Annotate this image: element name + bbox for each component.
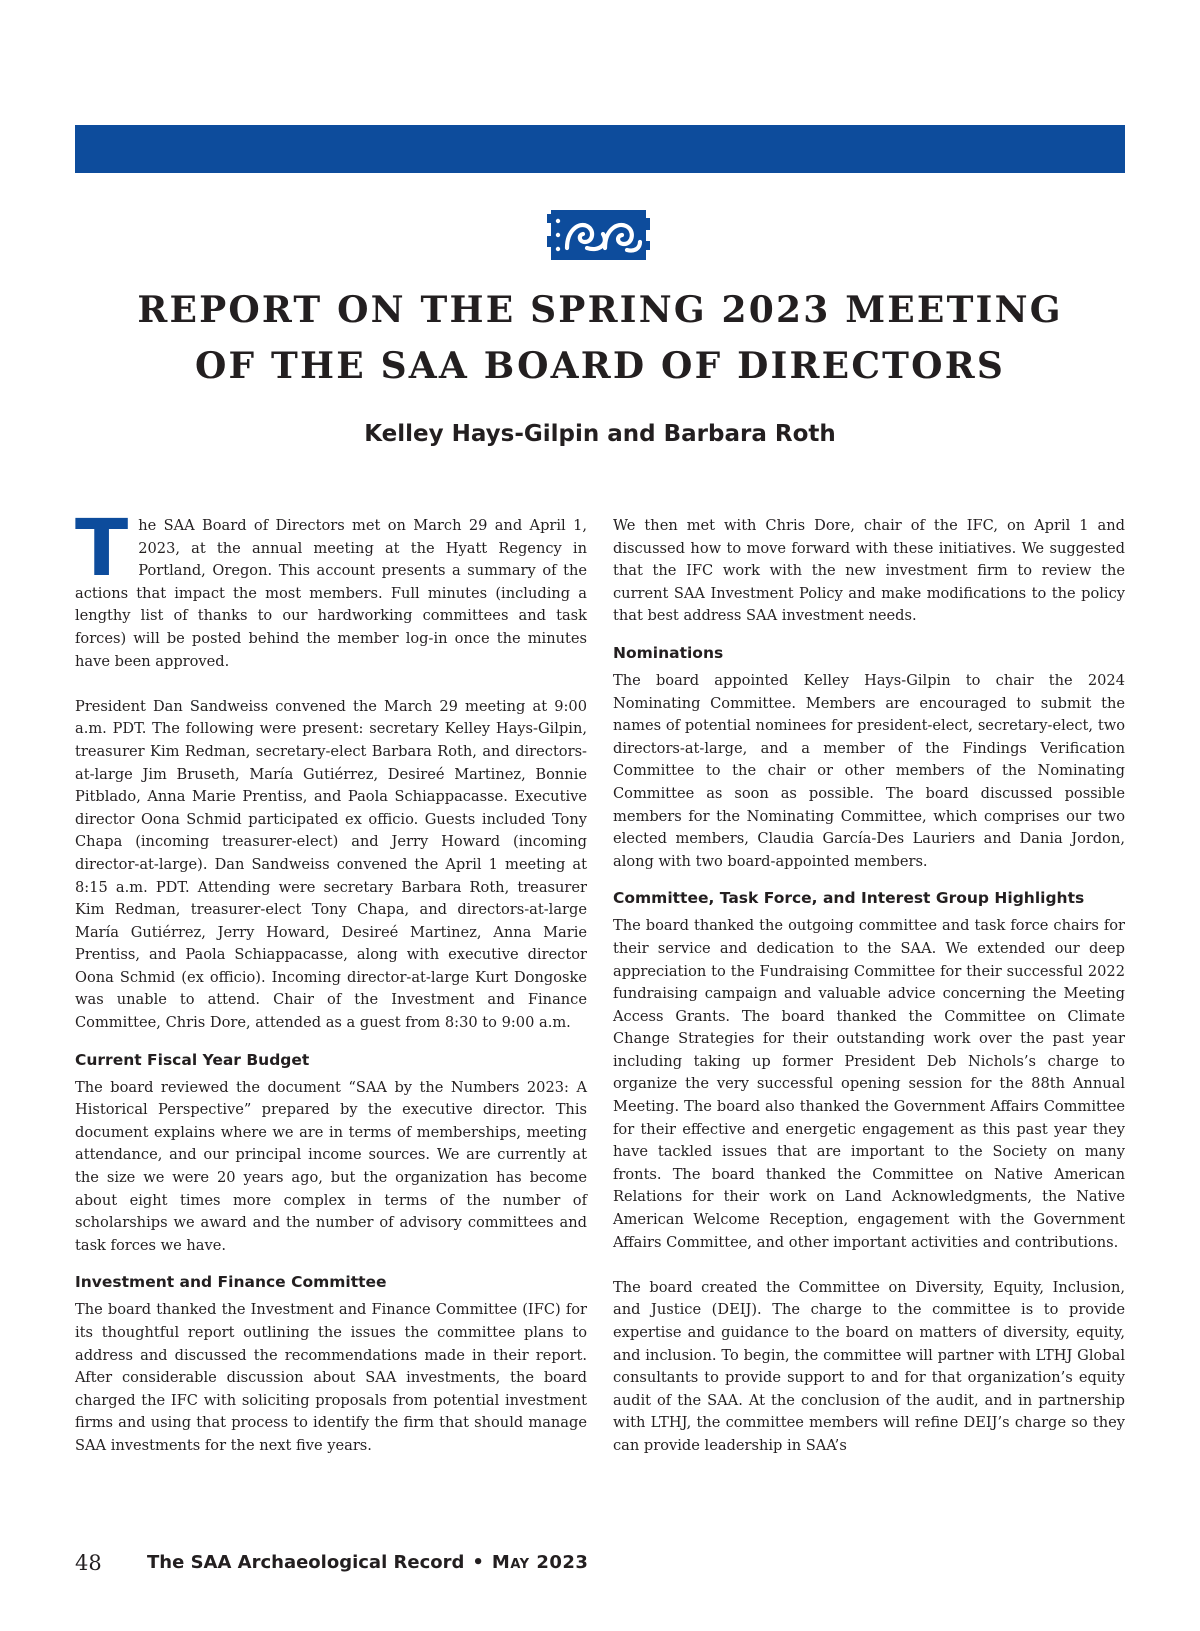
committee-paragraph: The board thanked the outgoing committee and task force chairs for their service and dedication to the SAA. We extended our deep appreciation to the Fundraising Committee for their successful 2022 fundraising campaign and valuable advice concerning the Meeting Access Grants. The board thanked the Committee on Climate Change Strategies for their outstanding work over the past year including taking up former President Deb Nichols’s charge to organize the very successful opening session for the 88th Annual Meeting. The board also thanked the Government Affairs Committee for their effective and energetic engagement as this past year they have tackled issues that are important to the Society on many fronts. The board thanked the Committee on Native American Relations for their work on Land Acknowledgments, the Native American Welcome Reception, engagement with the Government Affairs Committee, and other important activities and contributions. (613, 917, 1125, 1251)
bullet-separator: • (472, 1552, 484, 1573)
publication-name: The SAA Archaeological Record (147, 1552, 465, 1573)
author-byline: Kelley Hays-Gilpin and Barbara Roth (364, 421, 836, 447)
spiral-scroll-icon (547, 208, 650, 262)
page-number: 48 (75, 1551, 102, 1575)
title-line-2: OF THE SAA BOARD OF DIRECTORS (194, 345, 1006, 387)
publication-info (147, 1548, 588, 1578)
deij-paragraph: The board created the Committee on Diversity, Equity, Inclusion, and Justice (DEIJ). The charge to the committee is to provide expertise and guidance to the board on matters of diversity, equity, and inclusion. To begin, the committee will partner with LTHJ Global consultants to provide support to and for that organization’s equity audit of the SAA. At the conclusion of the audit, and in partnership with LTHJ, the committee members will refine DEIJ’s charge so they can provide leadership in SAA’s (613, 1278, 1125, 1454)
heading-investment-finance: Investment and Finance Committee (75, 1273, 387, 1292)
intro-paragraph (75, 504, 587, 673)
investment-continued-paragraph: We then met with Chris Dore, chair of the IFC, on April 1 and discussed how to move forward with these initiatives. We suggested that the IFC work with the new investment firm to review the current SAA Investment Policy and make modifications to the policy that best address SAA investment needs. (613, 517, 1125, 625)
page-footer (75, 1548, 1125, 1578)
investment-paragraph: The board thanked the Investment and Finance Committee (IFC) for its thoughtful report outlining the issues the committee plans to address and discussed the recommendations made in their report. After considerable discussion about SAA investments, the board charged the IFC with soliciting proposals from potential investment firms and using that process to identify the firm that should manage SAA investments for the next five years. (75, 1301, 587, 1454)
nominations-paragraph: The board appointed Kelley Hays-Gilpin to chair the 2024 Nominating Committee. Members are encouraged to submit the names of potential nominees for president-elect, secretary-elect, two directors-at-large, and a member of the Findings Verification Committee to the chair or other members of the Nominating Committee as soon as possible. The board discussed possible members for the Nominating Committee, which comprises our two elected members, Claudia García-Des Lauriers and Dania Jordon, along with two board-appointed members. (613, 671, 1125, 870)
budget-paragraph: The board reviewed the document “SAA by the Numbers 2023: A Historical Perspective” prepared by the executive director. This document explains where we are in terms of memberships, meeting attendance, and our principal income sources. We are currently at the size we were 20 years ago, but the organization has become about eight times more complex in terms of the number of scholarships we award and the number of advisory committees and task forces we have. (75, 1078, 587, 1254)
issue-date: May 2023 (491, 1552, 589, 1573)
heading-nominations: Nominations (613, 643, 724, 662)
left-column (75, 504, 587, 1458)
intro-text: he SAA Board of Directors met on March 29 and April 1, 2023, at the annual meeting at the Hyatt Regency in Portland, Oregon. This account presents a summary of the actions that impact the most members. Full minutes (including a lengthy list of thanks to our hardworking committees and task forces) will be posted behind the member log-in once the minutes have been approved. (75, 517, 587, 670)
heading-committee-highlights: Committee, Task Force, and Interest Group Highlights (613, 889, 1085, 908)
drop-cap: T (75, 504, 129, 594)
header-color-bar (75, 125, 1125, 173)
right-column (613, 515, 1125, 1458)
heading-fiscal-budget: Current Fiscal Year Budget (75, 1050, 310, 1069)
title-line-1: REPORT ON THE SPRING 2023 MEETING (137, 289, 1063, 331)
attendance-paragraph: President Dan Sandweiss convened the March 29 meeting at 9:00 a.m. PDT. The following were present: secretary Kelley Hays-Gilpin, treasurer Kim Redman, secretary-elect Barbara Roth, and directors-at-large Jim Bruseth, María Gutiérrez, Desireé Martinez, Bonnie Pitblado, Anna Marie Prentiss, and Paola Schiappacasse. Executive director Oona Schmid participated ex officio. Guests included Tony Chapa (incoming treasurer-elect) and Jerry Howard (incoming director-at-large). Dan Sandweiss convened the April 1 meeting at 8:15 a.m. PDT. Attending were secretary Barbara Roth, treasurer Kim Redman, treasurer-elect Tony Chapa, and directors-at-large María Gutiérrez, Jerry Howard, Desireé Martinez, Anna Marie Prentiss, and Paola Schiappacasse, along with executive director Oona Schmid (ex officio). Incoming director-at-large Kurt Dongoske was unable to attend. Chair of the Investment and Finance Committee, Chris Dore, attended as a guest from 8:30 to 9:00 a.m. (75, 697, 587, 1032)
page-title (75, 282, 1125, 394)
